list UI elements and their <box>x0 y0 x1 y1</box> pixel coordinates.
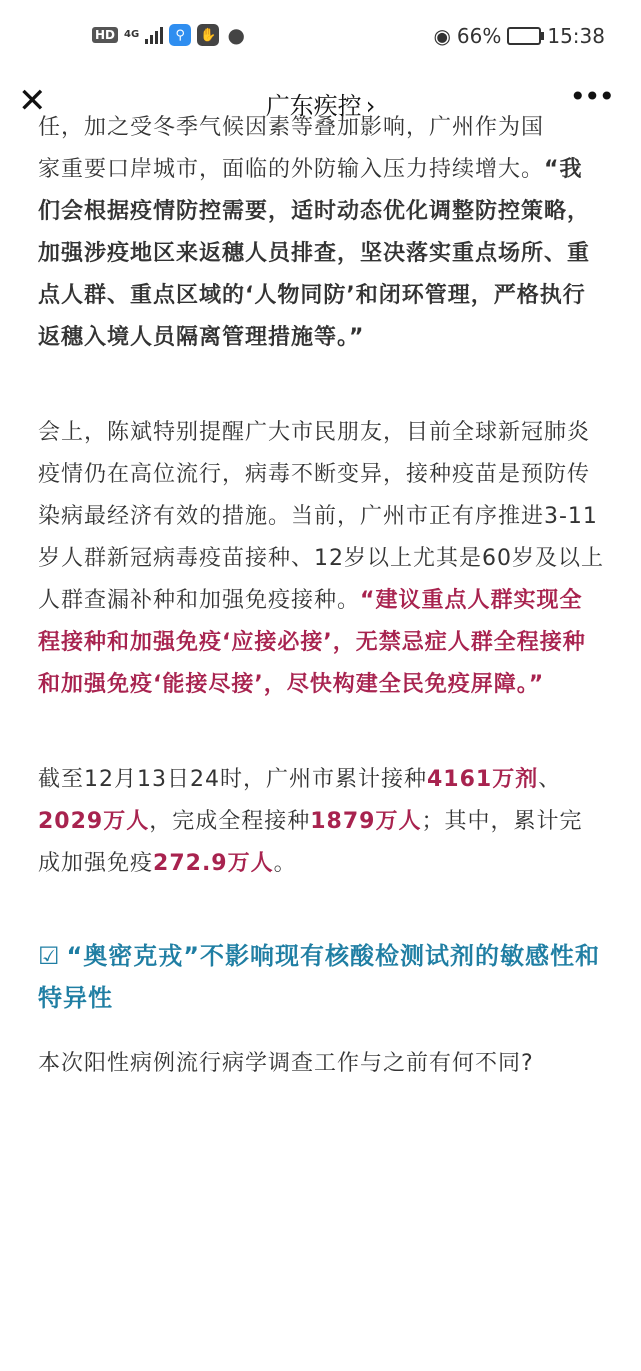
eye-icon: ◉ <box>433 24 451 48</box>
spacer <box>38 359 604 412</box>
status-left <box>92 24 247 46</box>
stats-text-d: ；其中，累计完成加强免疫 <box>38 809 583 876</box>
stats-text-e: 。 <box>273 851 297 876</box>
status-bar <box>0 0 641 74</box>
signal-icon <box>145 26 163 44</box>
stats-text-b: 、 <box>538 767 562 792</box>
paragraph-cut <box>38 107 604 359</box>
chevron-right-icon: › <box>365 92 376 120</box>
quote-bold: “我们会根据疫情防控需要，适时动态优化调整防控策略，加强涉疫地区来返穗人员排查，坚决落实重点场所、重点人群、重点区域的‘人物同防’和闭环管理，严格执行返穗入境人员隔离管理措施等。” <box>38 157 591 350</box>
stats-text-a: 截至12月13日24时，广州市累计接种 <box>38 767 427 792</box>
hd-badge: HD <box>92 27 118 43</box>
paragraph-vaccine <box>38 412 604 706</box>
more-icon[interactable]: ••• <box>569 80 613 113</box>
search-app-icon: ⚲ <box>169 24 191 46</box>
quote-red: “建议重点人群实现全程接种和加强免疫‘应接必接’，无禁忌症人群全程接种和加强免疫‘能接尽接’，尽快构建全民免疫屏障。” <box>38 588 586 697</box>
stat-booster: 272.9万人 <box>153 851 274 876</box>
section-heading-text: “奥密克戎”不影响现有核酸检测试剂的敏感性和特异性 <box>38 942 601 1012</box>
paragraph-vaccine-text: 会上，陈斌特别提醒广大市民朋友，目前全球新冠肺炎疫情仍在高位流行，病毒不断变异，接种疫苗是预防传染病最经济有效的措施。当前，广州市正有序推进3-11岁人群新冠病毒疫苗接种、12岁以上尤其是60岁及以上人群查漏补种和加强免疫接种。 <box>38 420 604 613</box>
paragraph-cut-rest: 家重要口岸城市，面临的外防输入压力持续增大。 <box>38 157 545 182</box>
close-icon[interactable]: ✕ <box>18 81 47 121</box>
checkbox-icon: ☑ <box>38 942 61 970</box>
status-right <box>433 24 605 48</box>
account-name: 广东疾控 <box>265 92 362 120</box>
stats-text-c: ，完成全程接种 <box>149 809 311 834</box>
spacer <box>38 706 604 759</box>
network-type: 4G <box>124 29 140 40</box>
stat-doses: 4161万剂 <box>426 767 539 792</box>
paragraph-cut-line: 任，加之受冬季气候因素等叠加影响，广州作为国 <box>38 115 545 140</box>
clock: 15:38 <box>547 24 605 48</box>
battery-icon <box>507 27 541 45</box>
section-heading <box>38 935 604 1019</box>
paragraph-question: 本次阳性病例流行病学调查工作与之前有何不同? <box>38 1051 534 1076</box>
battery-percent: 66% <box>456 24 502 48</box>
stat-full: 1879万人 <box>310 809 422 834</box>
paragraph-stats <box>38 759 604 885</box>
stat-people: 2029万人 <box>38 809 150 834</box>
article-body <box>38 115 604 1085</box>
message-icon: ● <box>227 23 245 47</box>
hand-app-icon: ✋ <box>197 24 219 46</box>
